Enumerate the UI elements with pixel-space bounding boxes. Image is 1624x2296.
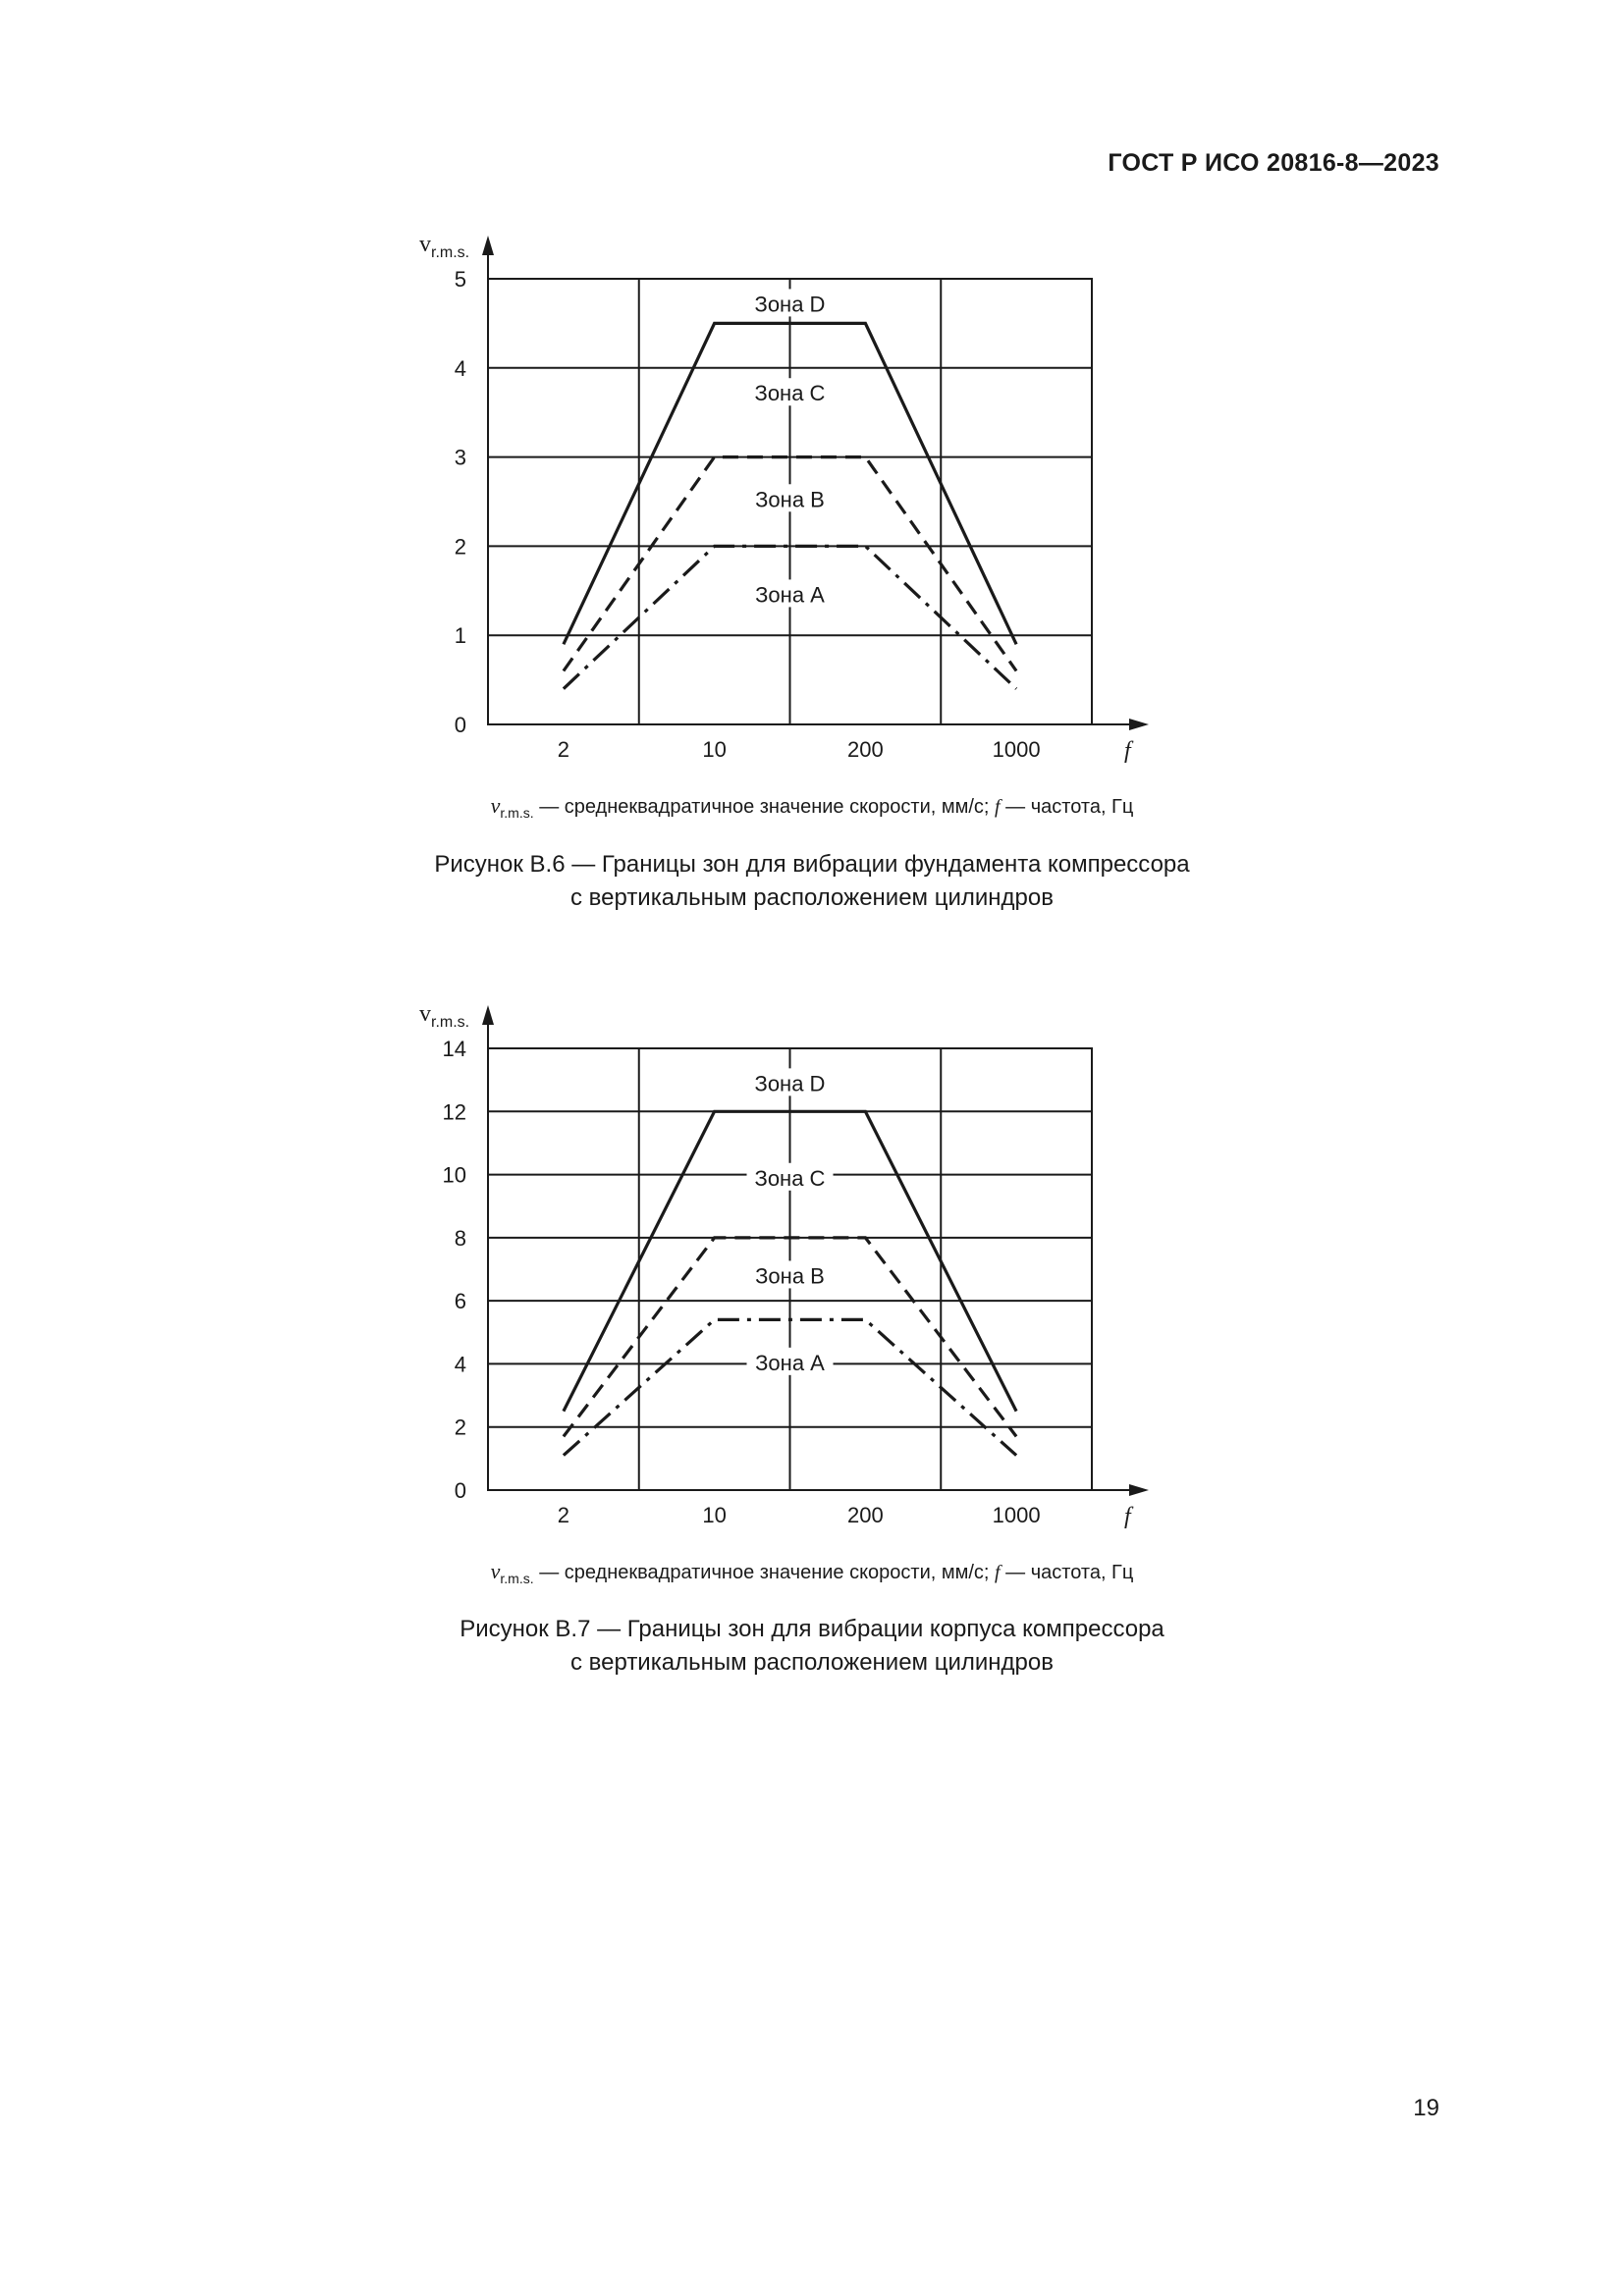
plot-area [419, 1001, 1149, 1529]
y-tick-label: 8 [454, 1225, 466, 1251]
y-tick-label: 12 [442, 1099, 466, 1125]
caption-line-2: с вертикальным расположением цилиндров [570, 1649, 1054, 1676]
legend-subscript: r.m.s. [500, 1571, 534, 1586]
legend-symbol: v [490, 1559, 501, 1583]
legend-symbol: v [490, 793, 501, 818]
zone-label: Зона D [754, 292, 826, 317]
y-tick-label: 0 [454, 713, 466, 737]
caption-line-2: с вертикальным расположением цилиндров [570, 884, 1054, 911]
legend-text-1: — среднеквадратичное значение скорости, мм/с; [533, 1562, 996, 1583]
x-tick-label: 1000 [992, 1503, 1041, 1527]
legend-b7 [0, 1559, 1624, 1586]
x-tick-label: 2 [557, 1503, 569, 1527]
y-tick-label: 1 [454, 623, 466, 649]
zone-label: Зона A [755, 582, 825, 608]
zone-label: Зона B [755, 487, 825, 512]
y-tick-label: 3 [454, 445, 466, 470]
y-tick-label: 4 [454, 1352, 466, 1377]
x-axis-arrow [1129, 1484, 1149, 1496]
x-tick-label: 10 [702, 737, 727, 762]
x-axis-label: f [1124, 738, 1131, 764]
y-tick-label: 10 [442, 1162, 466, 1188]
y-tick-label: 2 [454, 534, 466, 560]
caption-b7 [0, 1613, 1624, 1680]
y-tick-label: 4 [454, 355, 466, 381]
y-tick-label: 0 [454, 1478, 466, 1503]
x-tick-label: 2 [557, 737, 569, 762]
zone-label: Зона C [754, 1165, 826, 1191]
zone-label: Зона C [754, 381, 826, 406]
y-tick-label: 2 [454, 1415, 466, 1440]
legend-subscript: r.m.s. [500, 805, 534, 821]
legend-f: f [995, 796, 1001, 818]
x-tick-label: 1000 [992, 737, 1041, 762]
zone-label: Зона B [755, 1263, 825, 1289]
y-axis-arrow [482, 1005, 494, 1025]
x-tick-label: 200 [847, 1503, 884, 1527]
y-axis-label: $v_{r.m.s.}$ [419, 1001, 470, 1031]
legend-text-2: — частота, Гц [1000, 1562, 1134, 1583]
caption-line-1: Рисунок B.6 — Границы зон для вибрации фундамента компрессора [434, 851, 1190, 878]
page-number: 19 [1413, 2095, 1439, 2121]
y-tick-label: 5 [454, 267, 466, 292]
y-tick-label: 6 [454, 1289, 466, 1314]
x-tick-label: 200 [847, 737, 884, 762]
x-axis-label: f [1124, 1504, 1131, 1529]
x-tick-label: 10 [702, 1503, 727, 1527]
zone-label: Зона A [755, 1350, 825, 1375]
y-axis-label: $v_{r.m.s.}$ [419, 232, 470, 261]
legend-text-2: — частота, Гц [1000, 796, 1134, 818]
y-tick-label: 14 [442, 1037, 466, 1061]
legend-text-1: — среднеквадратичное значение скорости, мм/с; [533, 796, 996, 818]
document-header: ГОСТ Р ИСО 20816-8—2023 [1108, 149, 1439, 177]
caption-line-1: Рисунок B.7 — Границы зон для вибрации корпуса компрессора [460, 1616, 1164, 1642]
zone-label: Зона D [754, 1071, 826, 1096]
legend-f: f [995, 1562, 1001, 1583]
